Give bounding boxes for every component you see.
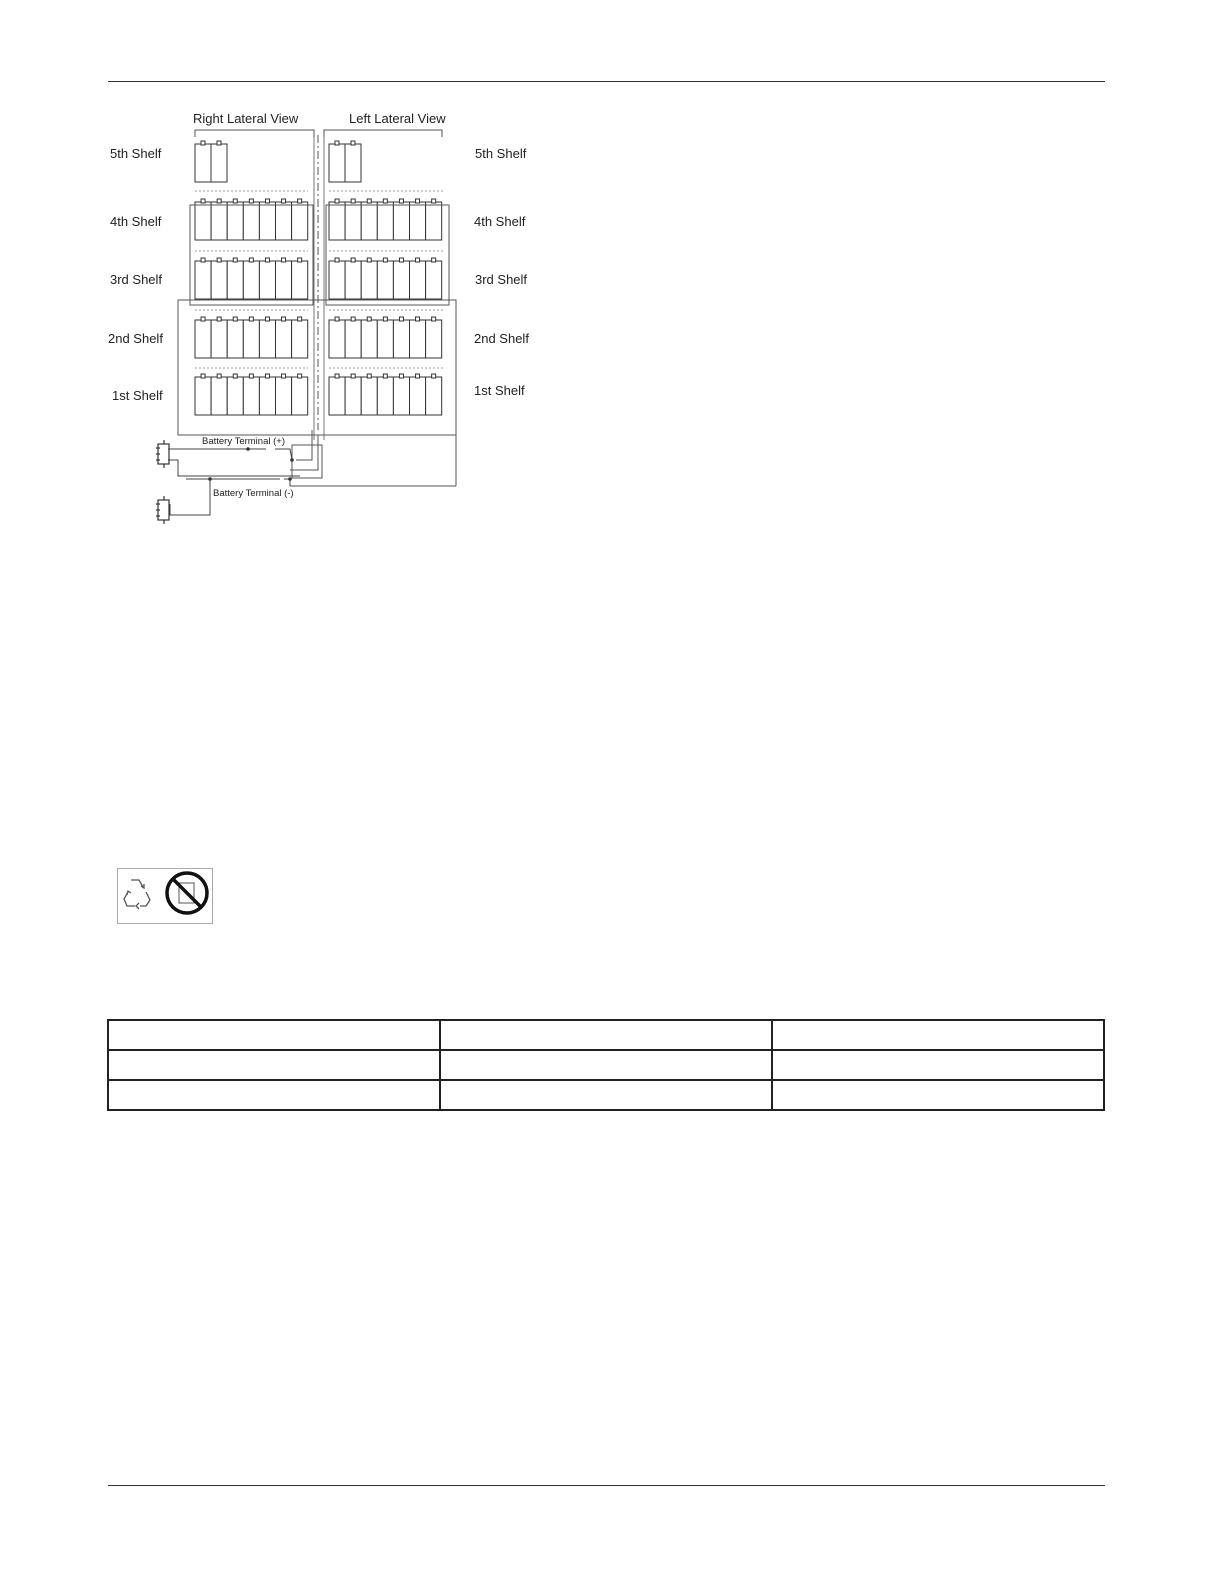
battery-terminal bbox=[351, 374, 355, 378]
table-cell bbox=[772, 1050, 1104, 1080]
battery-cell bbox=[345, 202, 361, 240]
header-rule bbox=[108, 81, 1105, 82]
battery-cell bbox=[292, 377, 308, 415]
table-cell bbox=[772, 1080, 1104, 1110]
battery-cell bbox=[195, 320, 211, 358]
battery-cell bbox=[345, 377, 361, 415]
battery-cell bbox=[211, 261, 227, 299]
table-row bbox=[108, 1080, 1104, 1110]
battery-cell bbox=[195, 202, 211, 240]
battery-cell bbox=[361, 261, 377, 299]
right-lateral-view-label: Right Lateral View bbox=[193, 111, 299, 126]
battery-terminal bbox=[335, 258, 339, 262]
battery-cell bbox=[377, 261, 393, 299]
battery-terminal bbox=[335, 199, 339, 203]
battery-cells bbox=[195, 141, 442, 415]
battery-cell bbox=[211, 320, 227, 358]
shelf-label-left-5: 5th Shelf bbox=[110, 146, 162, 161]
battery-terminal bbox=[351, 258, 355, 262]
battery-terminal bbox=[383, 199, 387, 203]
battery-cell bbox=[393, 202, 409, 240]
battery-terminal bbox=[399, 199, 403, 203]
battery-cell bbox=[276, 202, 292, 240]
table-cell bbox=[108, 1080, 440, 1110]
battery-terminal bbox=[201, 317, 205, 321]
shelf-label-right-4: 4th Shelf bbox=[474, 214, 526, 229]
battery-terminal bbox=[367, 199, 371, 203]
battery-terminal-negative-label: Battery Terminal (-) bbox=[213, 488, 294, 499]
shelf-label-right-1: 1st Shelf bbox=[474, 383, 525, 398]
battery-cell bbox=[426, 261, 442, 299]
battery-cell bbox=[243, 377, 259, 415]
battery-terminal bbox=[416, 199, 420, 203]
battery-terminal bbox=[249, 258, 253, 262]
battery-terminal bbox=[399, 258, 403, 262]
battery-terminal bbox=[298, 317, 302, 321]
battery-cell bbox=[243, 320, 259, 358]
battery-terminal-positive-label: Battery Terminal (+) bbox=[202, 436, 285, 447]
battery-cell bbox=[211, 202, 227, 240]
battery-terminal bbox=[249, 374, 253, 378]
shelf-label-left-2: 2nd Shelf bbox=[108, 331, 163, 346]
battery-cell bbox=[227, 320, 243, 358]
battery-terminal bbox=[233, 199, 237, 203]
table-cell bbox=[108, 1020, 440, 1050]
battery-terminal bbox=[249, 317, 253, 321]
battery-terminal bbox=[367, 374, 371, 378]
battery-cell bbox=[243, 261, 259, 299]
table-cell bbox=[440, 1020, 772, 1050]
battery-cell bbox=[410, 320, 426, 358]
battery-terminal bbox=[233, 258, 237, 262]
negative-connector-icon bbox=[156, 496, 169, 524]
battery-terminal bbox=[217, 317, 221, 321]
battery-terminal bbox=[432, 374, 436, 378]
battery-terminal bbox=[217, 199, 221, 203]
battery-cell bbox=[393, 320, 409, 358]
battery-cell bbox=[377, 320, 393, 358]
battery-cell bbox=[227, 261, 243, 299]
table-cell bbox=[440, 1050, 772, 1080]
battery-cell bbox=[426, 202, 442, 240]
table-row bbox=[108, 1020, 1104, 1050]
battery-terminal bbox=[217, 258, 221, 262]
battery-cell bbox=[259, 377, 275, 415]
battery-terminal bbox=[351, 317, 355, 321]
battery-cell bbox=[329, 144, 345, 182]
battery-terminal bbox=[416, 258, 420, 262]
no-trash-bin-icon bbox=[167, 873, 207, 913]
battery-terminal bbox=[416, 317, 420, 321]
battery-cell bbox=[259, 202, 275, 240]
battery-terminal bbox=[298, 374, 302, 378]
battery-cell bbox=[345, 320, 361, 358]
battery-cell bbox=[393, 261, 409, 299]
battery-terminal bbox=[367, 317, 371, 321]
battery-cell bbox=[361, 320, 377, 358]
shelf-label-right-3: 3rd Shelf bbox=[475, 272, 528, 287]
footer-rule bbox=[108, 1485, 1105, 1486]
battery-terminal bbox=[233, 317, 237, 321]
battery-cell bbox=[211, 144, 227, 182]
table-cell bbox=[440, 1080, 772, 1110]
battery-terminal bbox=[383, 374, 387, 378]
battery-wiring-diagram bbox=[100, 100, 560, 530]
battery-terminal bbox=[335, 317, 339, 321]
battery-cell bbox=[329, 377, 345, 415]
left-lateral-view-label: Left Lateral View bbox=[349, 111, 446, 126]
battery-terminal bbox=[233, 374, 237, 378]
battery-terminal bbox=[399, 317, 403, 321]
table-cell bbox=[772, 1020, 1104, 1050]
battery-cell bbox=[195, 144, 211, 182]
battery-terminal bbox=[298, 199, 302, 203]
battery-cell bbox=[211, 377, 227, 415]
battery-terminal bbox=[265, 374, 269, 378]
battery-terminal bbox=[335, 374, 339, 378]
battery-terminal bbox=[249, 199, 253, 203]
battery-cell bbox=[361, 377, 377, 415]
battery-terminal bbox=[201, 374, 205, 378]
disposal-symbols bbox=[117, 868, 213, 924]
battery-cell bbox=[377, 202, 393, 240]
battery-terminal bbox=[432, 317, 436, 321]
battery-terminal bbox=[282, 258, 286, 262]
battery-cell bbox=[259, 261, 275, 299]
battery-terminal bbox=[201, 258, 205, 262]
battery-cell bbox=[426, 320, 442, 358]
battery-terminal bbox=[432, 199, 436, 203]
battery-cell bbox=[276, 261, 292, 299]
battery-cell bbox=[393, 377, 409, 415]
battery-cell bbox=[345, 144, 361, 182]
battery-terminal bbox=[201, 141, 205, 145]
battery-terminal bbox=[265, 317, 269, 321]
positive-connector-icon bbox=[156, 440, 169, 468]
battery-cell bbox=[410, 202, 426, 240]
battery-cell bbox=[292, 261, 308, 299]
table-cell bbox=[108, 1050, 440, 1080]
battery-cell bbox=[377, 377, 393, 415]
battery-cell bbox=[345, 261, 361, 299]
shelf-label-left-1: 1st Shelf bbox=[112, 388, 163, 403]
battery-terminal bbox=[351, 141, 355, 145]
battery-terminal bbox=[367, 258, 371, 262]
shelf-label-right-5: 5th Shelf bbox=[475, 146, 527, 161]
battery-terminal bbox=[335, 141, 339, 145]
battery-terminal bbox=[383, 258, 387, 262]
battery-cell bbox=[329, 261, 345, 299]
battery-terminal bbox=[351, 199, 355, 203]
battery-cell bbox=[243, 202, 259, 240]
battery-cell bbox=[276, 320, 292, 358]
battery-cell bbox=[329, 202, 345, 240]
battery-terminal bbox=[217, 374, 221, 378]
battery-cell bbox=[292, 202, 308, 240]
battery-cell bbox=[292, 320, 308, 358]
battery-terminal bbox=[432, 258, 436, 262]
shelf-label-left-3: 3rd Shelf bbox=[110, 272, 163, 287]
battery-terminal bbox=[265, 199, 269, 203]
battery-terminal bbox=[416, 374, 420, 378]
battery-terminal bbox=[282, 374, 286, 378]
battery-terminal bbox=[201, 199, 205, 203]
shelf-label-left-4: 4th Shelf bbox=[110, 214, 162, 229]
shelf-label-right-2: 2nd Shelf bbox=[474, 331, 529, 346]
battery-cell bbox=[227, 377, 243, 415]
battery-cell bbox=[259, 320, 275, 358]
battery-cell bbox=[426, 377, 442, 415]
recycle-icon bbox=[124, 880, 150, 909]
battery-cell bbox=[276, 377, 292, 415]
blank-table bbox=[107, 1019, 1105, 1111]
battery-terminal bbox=[383, 317, 387, 321]
battery-terminal bbox=[217, 141, 221, 145]
battery-cell bbox=[329, 320, 345, 358]
battery-terminal bbox=[282, 199, 286, 203]
battery-cell bbox=[410, 377, 426, 415]
battery-cell bbox=[227, 202, 243, 240]
battery-terminal bbox=[265, 258, 269, 262]
battery-terminal bbox=[399, 374, 403, 378]
battery-cell bbox=[195, 377, 211, 415]
battery-terminal bbox=[298, 258, 302, 262]
battery-cell bbox=[195, 261, 211, 299]
table-row bbox=[108, 1050, 1104, 1080]
battery-cell bbox=[361, 202, 377, 240]
battery-terminal bbox=[282, 317, 286, 321]
battery-cell bbox=[410, 261, 426, 299]
